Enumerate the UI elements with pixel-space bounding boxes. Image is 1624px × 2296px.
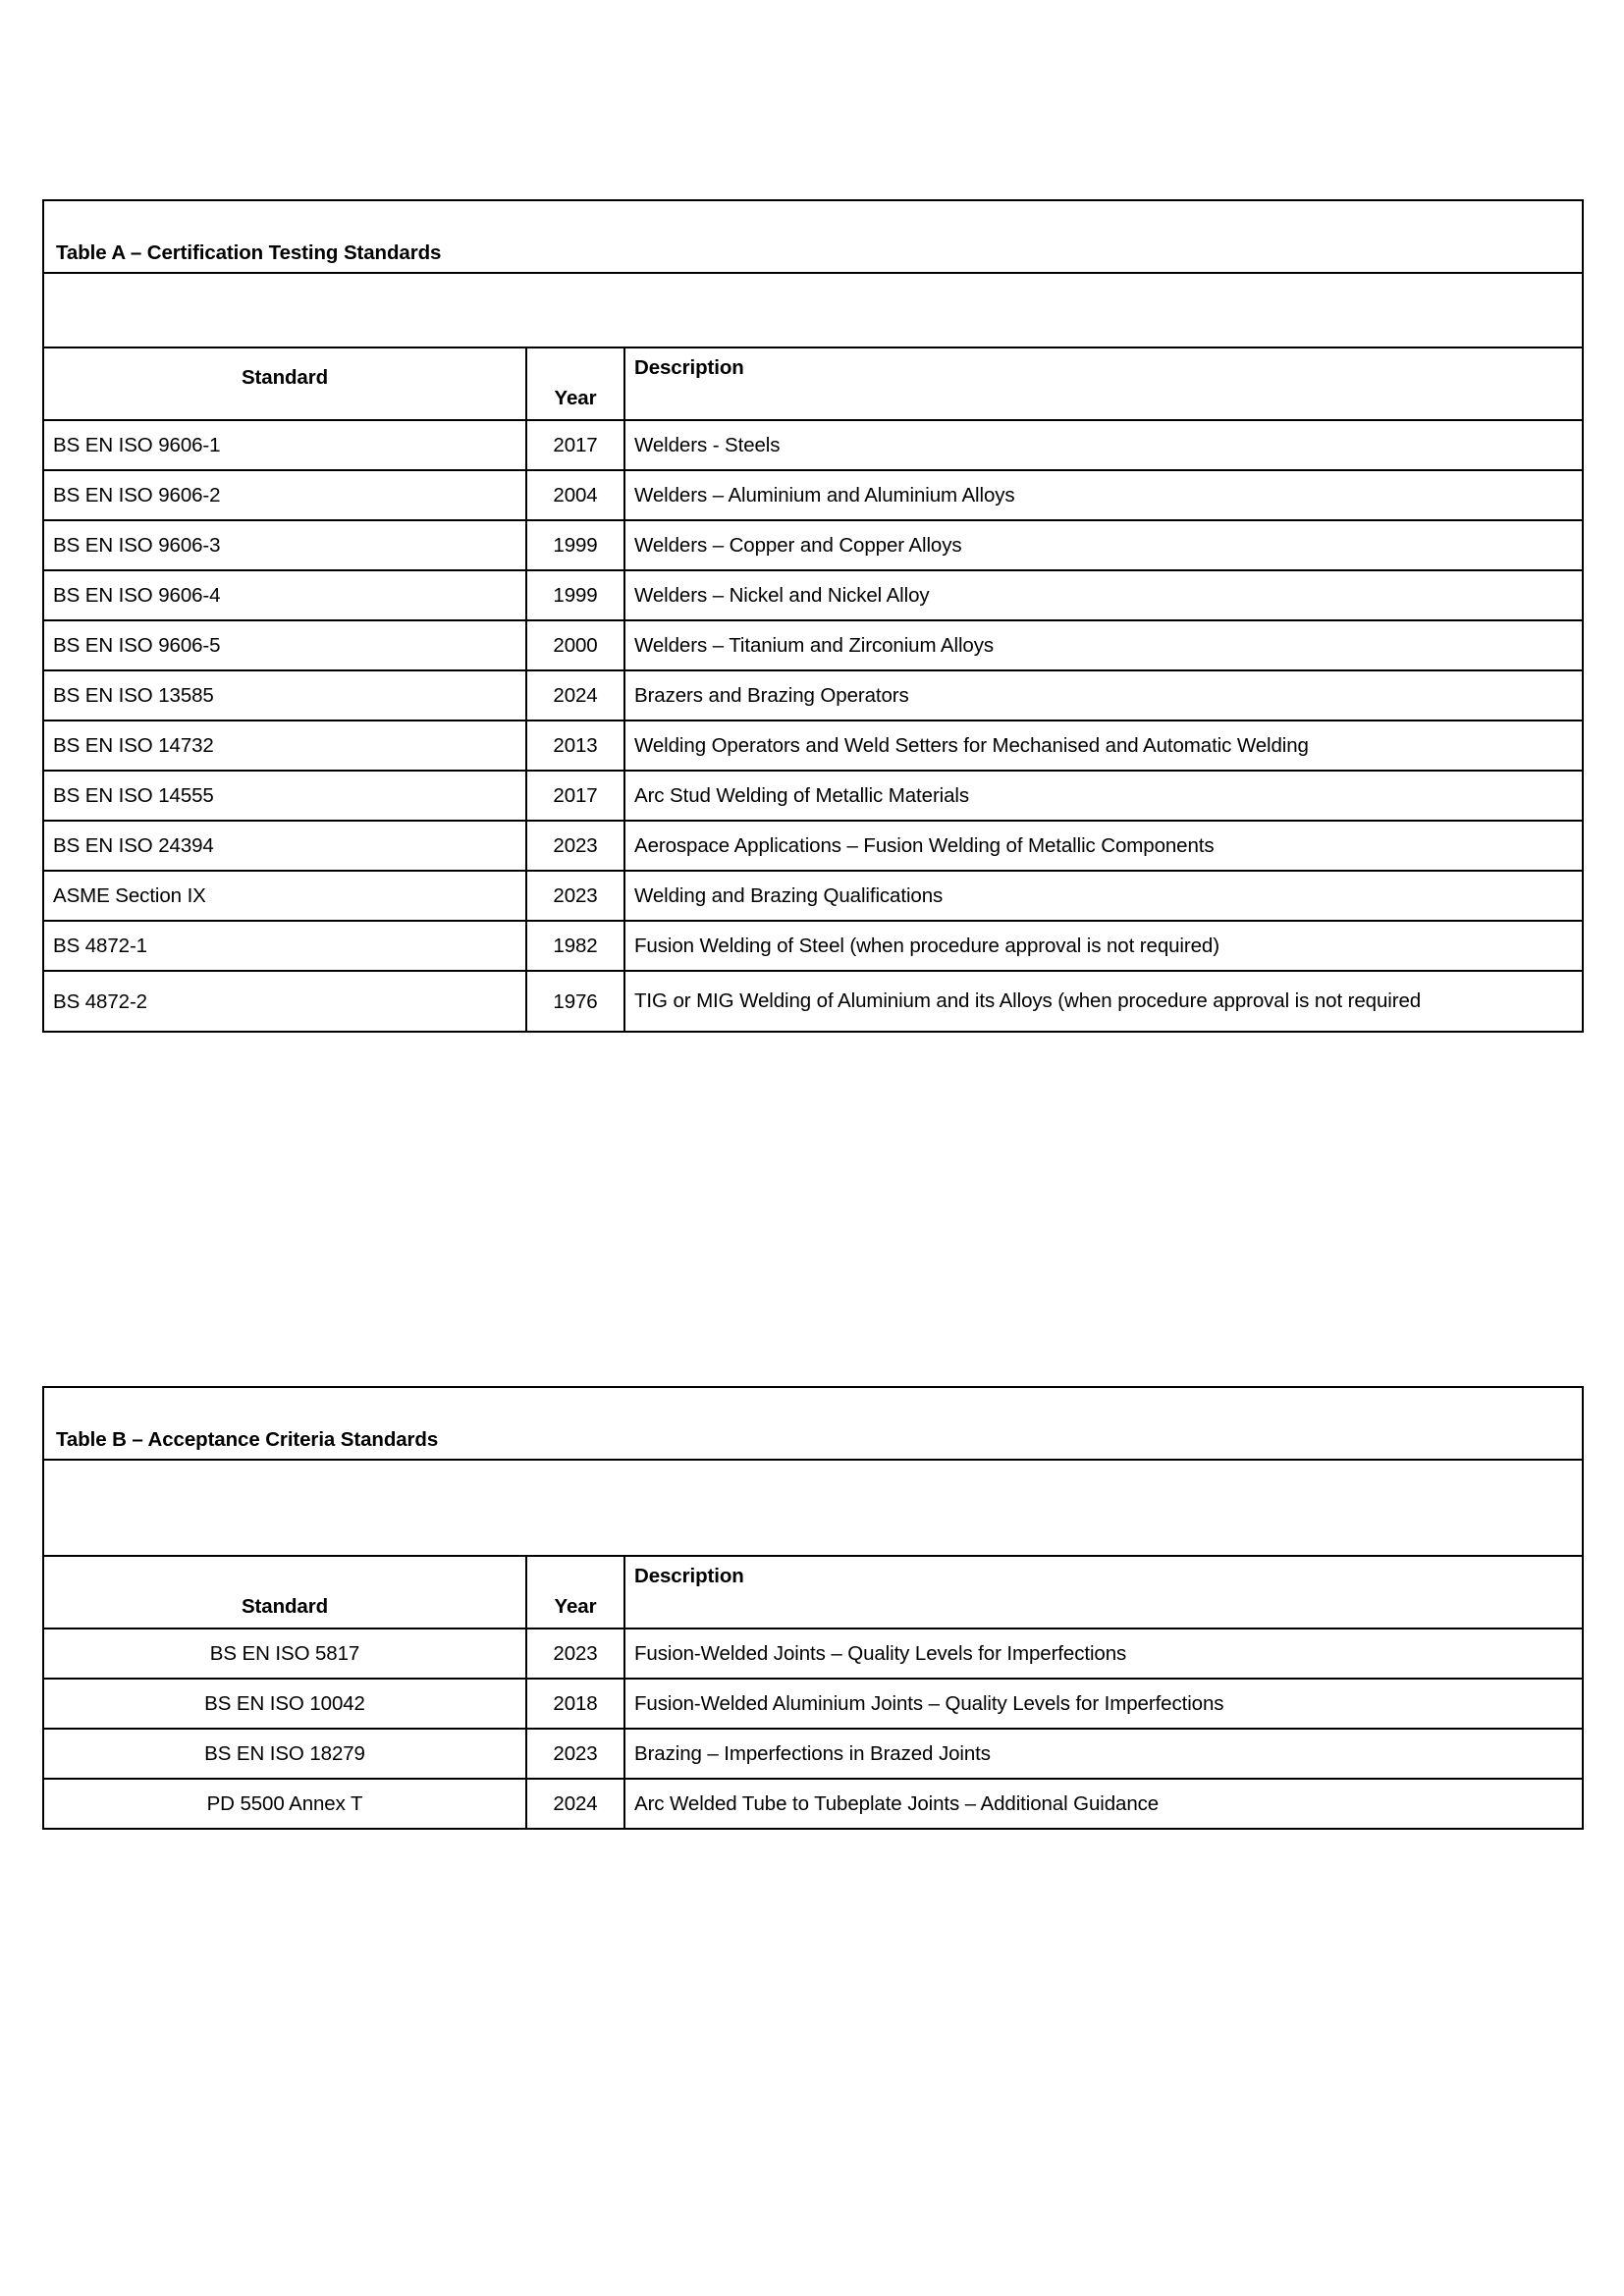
table-row [43,821,1583,871]
year-cell: 2000 [526,620,624,670]
year-cell: 2023 [526,871,624,921]
standard-cell: BS 4872-2 [43,971,526,1032]
table-row [43,721,1583,771]
standard-cell: BS EN ISO 24394 [43,821,526,871]
table-row [43,670,1583,721]
year-cell: 2024 [526,670,624,721]
standard-cell: BS EN ISO 9606-4 [43,570,526,620]
description-cell: Brazing – Imperfections in Brazed Joints [624,1729,1583,1779]
year-cell: 1999 [526,520,624,570]
table-row [43,1779,1583,1829]
table-a-spacer-cell [43,273,1583,347]
year-cell: 2023 [526,821,624,871]
year-cell: 2018 [526,1679,624,1729]
table-row [43,871,1583,921]
table-a [42,199,1584,1033]
year-cell: 2013 [526,721,624,771]
standard-cell: ASME Section IX [43,871,526,921]
description-cell: Fusion-Welded Aluminium Joints – Quality Levels for Imperfections [624,1679,1583,1729]
description-cell: Welders – Copper and Copper Alloys [624,520,1583,570]
standard-cell: BS 4872-1 [43,921,526,971]
table-row [43,420,1583,470]
standard-cell: BS EN ISO 13585 [43,670,526,721]
year-cell: 1976 [526,971,624,1032]
table-b-spacer-row [43,1460,1583,1556]
table-a-header-description: Description [624,347,1583,420]
year-cell: 2004 [526,470,624,520]
description-cell: Welders – Nickel and Nickel Alloy [624,570,1583,620]
table-row [43,620,1583,670]
table-row [43,921,1583,971]
year-cell: 2023 [526,1629,624,1679]
table-a-header-row [43,347,1583,420]
description-cell: Arc Welded Tube to Tubeplate Joints – Additional Guidance [624,1779,1583,1829]
table-b-header-description: Description [624,1556,1583,1629]
year-cell: 2024 [526,1779,624,1829]
table-a-title: Table A – Certification Testing Standards [43,200,1583,273]
description-cell: Welding Operators and Weld Setters for Mechanised and Automatic Welding [624,721,1583,771]
description-cell: Arc Stud Welding of Metallic Materials [624,771,1583,821]
table-b-title: Table B – Acceptance Criteria Standards [43,1387,1583,1460]
description-cell: TIG or MIG Welding of Aluminium and its Alloys (when procedure approval is not required [624,971,1583,1032]
table-a-header-standard: Standard [43,347,526,420]
table-b-header-year: Year [526,1556,624,1629]
description-cell: Brazers and Brazing Operators [624,670,1583,721]
table-b-spacer-cell [43,1460,1583,1556]
description-cell: Welders – Aluminium and Aluminium Alloys [624,470,1583,520]
table-b-header-row [43,1556,1583,1629]
description-cell: Welders - Steels [624,420,1583,470]
standard-cell: BS EN ISO 14555 [43,771,526,821]
year-cell: 1982 [526,921,624,971]
table-a-spacer-row [43,273,1583,347]
description-cell: Aerospace Applications – Fusion Welding of Metallic Components [624,821,1583,871]
standard-cell: BS EN ISO 5817 [43,1629,526,1679]
table-row [43,771,1583,821]
standard-cell: BS EN ISO 9606-3 [43,520,526,570]
table-row [43,971,1583,1032]
standard-cell: BS EN ISO 9606-2 [43,470,526,520]
description-cell: Welders – Titanium and Zirconium Alloys [624,620,1583,670]
table-a-header-year: Year [526,347,624,420]
description-cell: Welding and Brazing Qualifications [624,871,1583,921]
table-row [43,520,1583,570]
description-cell: Fusion Welding of Steel (when procedure approval is not required) [624,921,1583,971]
table-row [43,1679,1583,1729]
standard-cell: BS EN ISO 14732 [43,721,526,771]
standard-cell: BS EN ISO 9606-1 [43,420,526,470]
table-b-title-row [43,1387,1583,1460]
standard-cell: PD 5500 Annex T [43,1779,526,1829]
year-cell: 2023 [526,1729,624,1779]
description-cell: Fusion-Welded Joints – Quality Levels for Imperfections [624,1629,1583,1679]
table-row [43,1629,1583,1679]
year-cell: 2017 [526,771,624,821]
year-cell: 2017 [526,420,624,470]
standard-cell: BS EN ISO 10042 [43,1679,526,1729]
table-row [43,470,1583,520]
table-row [43,570,1583,620]
year-cell: 1999 [526,570,624,620]
table-row [43,1729,1583,1779]
table-b-header-standard: Standard [43,1556,526,1629]
table-a-title-row [43,200,1583,273]
standard-cell: BS EN ISO 18279 [43,1729,526,1779]
table-b [42,1386,1584,1830]
standard-cell: BS EN ISO 9606-5 [43,620,526,670]
